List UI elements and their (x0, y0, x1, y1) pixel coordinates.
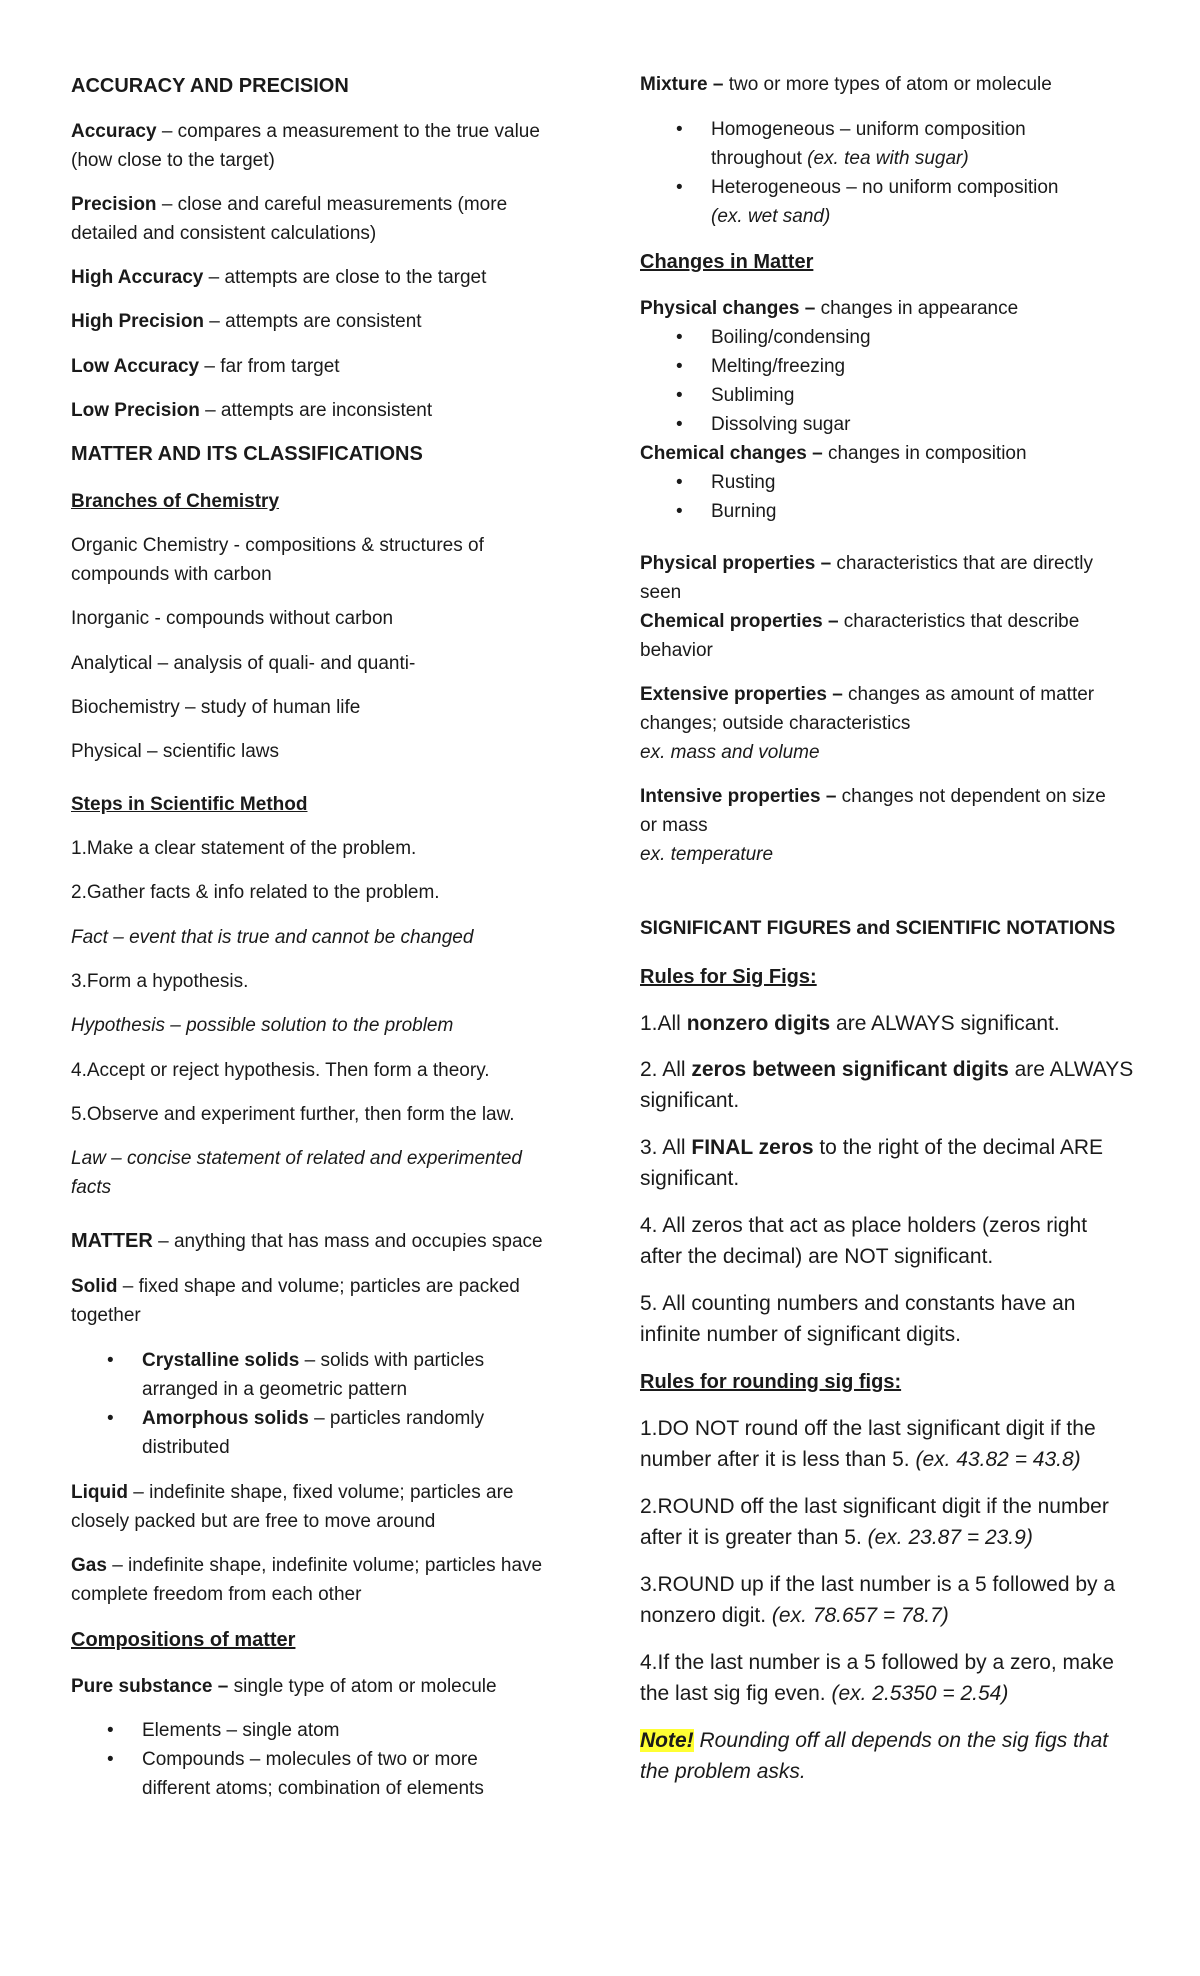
heading-sig-fig-rules: Rules for Sig Figs: (640, 966, 817, 988)
def-intensive-example: ex. temperature (640, 844, 774, 865)
list-item-compounds-line2: different atoms; combination of elements (142, 1778, 484, 1799)
sig-rule-3: 3. All FINAL zeros to the right of the decimal ARE (640, 1136, 1104, 1159)
list-item-chemical-change: • Rusting (640, 468, 1200, 497)
section-title-sig-figs: SIGNIFICANT FIGURES and SCIENTIFIC NOTATIONS (640, 918, 1116, 939)
def-liquid-line2: closely packed but are free to move around (71, 1511, 436, 1532)
branch-analytical: Analytical – analysis of quali- and quanti- (71, 653, 416, 674)
sig-rule-1: 1.All nonzero digits are ALWAYS significant. (640, 1012, 1060, 1035)
round-rule-4-line2: the last sig fig even. (ex. 2.5350 = 2.54) (640, 1682, 1009, 1705)
list-item-homogeneous-line2: throughout (ex. tea with sugar) (711, 148, 969, 169)
section-title-matter: MATTER AND ITS CLASSIFICATIONS (71, 443, 423, 465)
step-3: 3.Form a hypothesis. (71, 971, 249, 992)
def-gas-line1: Gas – indefinite shape, indefinite volume; particles have (71, 1555, 543, 1576)
branch-organic-line2: compounds with carbon (71, 564, 272, 585)
law-definition-line2: facts (71, 1177, 112, 1198)
def-chemical-properties-line2: behavior (640, 640, 713, 661)
def-pure-substance: Pure substance – single type of atom or molecule (71, 1676, 497, 1697)
heading-compositions: Compositions of matter (71, 1629, 296, 1651)
branch-physical: Physical – scientific laws (71, 741, 280, 762)
def-liquid-line1: Liquid – indefinite shape, fixed volume; particles are (71, 1482, 514, 1503)
def-solid-line1: Solid – fixed shape and volume; particles are packed (71, 1276, 520, 1297)
sig-rule-5: 5. All counting numbers and constants have an (640, 1292, 1076, 1315)
def-precision-line2: detailed and consistent calculations) (71, 223, 377, 244)
def-high-precision: High Precision – attempts are consistent (71, 311, 422, 332)
list-item-compounds: • Compounds – molecules of two or more (71, 1745, 652, 1774)
def-mixture: Mixture – two or more types of atom or molecule (640, 74, 1052, 95)
heading-steps: Steps in Scientific Method (71, 794, 308, 815)
def-accuracy-line2: (how close to the target) (71, 150, 275, 171)
list-item-elements: • Elements – single atom (71, 1716, 652, 1745)
def-intensive-line2: or mass (640, 815, 708, 836)
note-line2: the problem asks. (640, 1760, 806, 1783)
def-chemical-properties-line1: Chemical properties – characteristics that describe (640, 611, 1080, 632)
def-low-precision: Low Precision – attempts are inconsistent (71, 400, 433, 421)
list-item-amorphous: • Amorphous solids – particles randomly (71, 1404, 652, 1433)
def-physical-properties-line2: seen (640, 582, 682, 603)
list-item-heterogeneous-line2: (ex. wet sand) (711, 206, 831, 227)
heading-branches: Branches of Chemistry (71, 491, 280, 512)
list-item-physical-change: • Boiling/condensing (640, 323, 1200, 352)
section-title-accuracy-precision: ACCURACY AND PRECISION (71, 75, 349, 97)
list-item-homogeneous: • Homogeneous – uniform composition (640, 115, 1200, 144)
def-intensive-line1: Intensive properties – changes not dependent on size (640, 786, 1106, 807)
hypothesis-definition: Hypothesis – possible solution to the problem (71, 1015, 454, 1036)
step-1: 1.Make a clear statement of the problem. (71, 838, 417, 859)
step-2: 2.Gather facts & info related to the problem. (71, 882, 440, 903)
list-item-chemical-change: • Burning (640, 497, 1200, 526)
def-extensive-example: ex. mass and volume (640, 742, 820, 763)
sig-rule-4: 4. All zeros that act as place holders (zeros right (640, 1214, 1088, 1237)
sig-rule-4-line2: after the decimal) are NOT significant. (640, 1245, 994, 1268)
list-item-heterogeneous: • Heterogeneous – no uniform composition (640, 173, 1200, 202)
list-item-physical-change: • Subliming (640, 381, 1200, 410)
branch-inorganic: Inorganic - compounds without carbon (71, 608, 394, 629)
sig-rule-5-line2: infinite number of significant digits. (640, 1323, 961, 1346)
round-rule-2-line2: after it is greater than 5. (ex. 23.87 = 23.9) (640, 1526, 1033, 1549)
sig-rule-2-line2: significant. (640, 1089, 740, 1112)
round-rule-4: 4.If the last number is a 5 followed by a zero, make (640, 1651, 1114, 1674)
def-physical-changes: Physical changes – changes in appearance (640, 298, 1019, 319)
round-rule-3: 3.ROUND up if the last number is a 5 followed by a (640, 1573, 1116, 1596)
law-definition-line1: Law – concise statement of related and experimented (71, 1148, 522, 1169)
list-item-crystalline: • Crystalline solids – solids with particles (71, 1346, 652, 1375)
fact-definition: Fact – event that is true and cannot be changed (71, 927, 474, 948)
def-precision-line1: Precision – close and careful measurements (more (71, 194, 508, 215)
round-rule-2: 2.ROUND off the last significant digit if the number (640, 1495, 1109, 1518)
def-solid-line2: together (71, 1305, 141, 1326)
heading-rounding-rules: Rules for rounding sig figs: (640, 1371, 902, 1393)
sig-rule-2: 2. All zeros between significant digits are ALWAYS (640, 1058, 1134, 1081)
def-low-accuracy: Low Accuracy – far from target (71, 356, 340, 377)
def-matter: MATTER – anything that has mass and occupies space (71, 1230, 543, 1252)
heading-changes: Changes in Matter (640, 251, 814, 273)
def-physical-properties-line1: Physical properties – characteristics that are directly (640, 553, 1094, 574)
note: Note! Rounding off all depends on the sig figs that (640, 1729, 1109, 1752)
def-accuracy-line1: Accuracy – compares a measurement to the true value (71, 121, 540, 142)
round-rule-3-line2: nonzero digit. (ex. 78.657 = 78.7) (640, 1604, 949, 1627)
list-item-physical-change: • Dissolving sugar (640, 410, 1200, 439)
list-item-physical-change: • Melting/freezing (640, 352, 1200, 381)
def-extensive-line2: changes; outside characteristics (640, 713, 911, 734)
note-label: Note! (640, 1729, 694, 1752)
def-high-accuracy: High Accuracy – attempts are close to the target (71, 267, 487, 288)
round-rule-1: 1.DO NOT round off the last significant digit if the (640, 1417, 1096, 1440)
list-item-crystalline-line2: arranged in a geometric pattern (142, 1379, 408, 1400)
round-rule-1-line2: number after it is less than 5. (ex. 43.82 = 43.8) (640, 1448, 1081, 1471)
def-chemical-changes: Chemical changes – changes in composition (640, 443, 1027, 464)
step-5: 5.Observe and experiment further, then form the law. (71, 1104, 515, 1125)
step-4: 4.Accept or reject hypothesis. Then form a theory. (71, 1060, 490, 1081)
sig-rule-3-line2: significant. (640, 1167, 740, 1190)
def-gas-line2: complete freedom from each other (71, 1584, 362, 1605)
branch-organic-line1: Organic Chemistry - compositions & structures of (71, 535, 484, 556)
def-extensive-line1: Extensive properties – changes as amount of matter (640, 684, 1095, 705)
branch-biochemistry: Biochemistry – study of human life (71, 697, 361, 718)
list-item-amorphous-line2: distributed (142, 1437, 230, 1458)
